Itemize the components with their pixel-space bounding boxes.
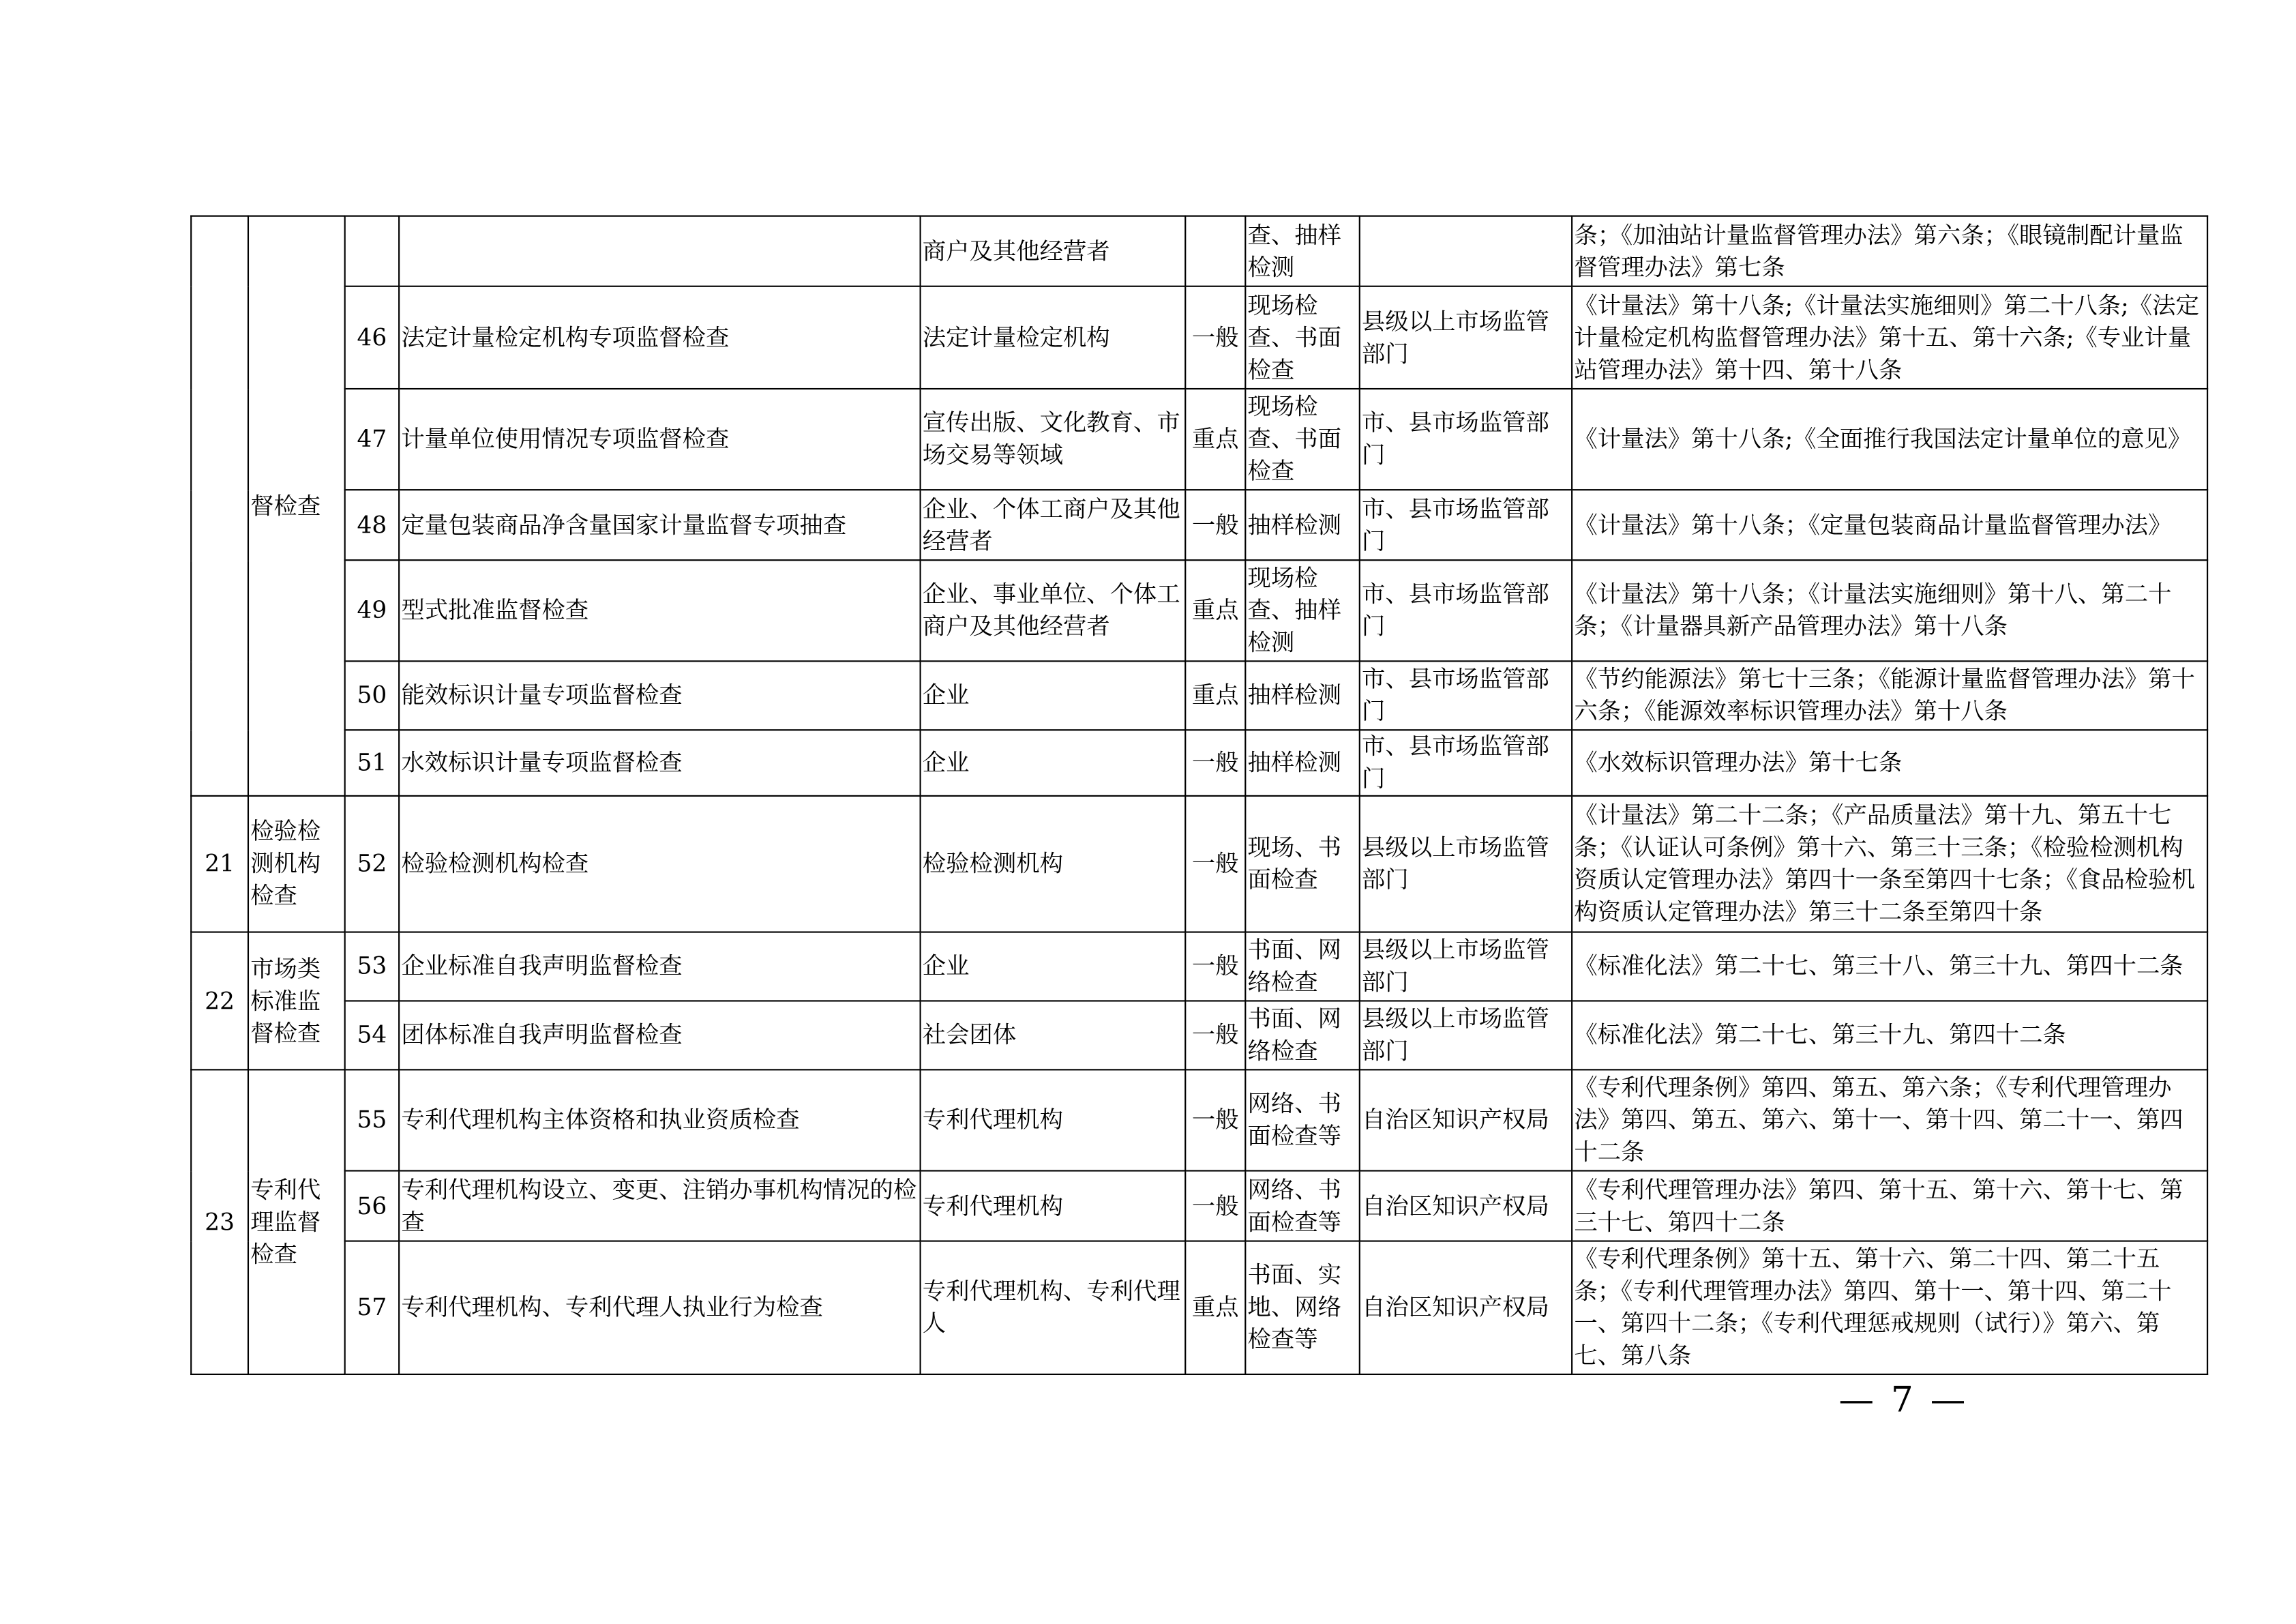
item-number-cell: 48: [345, 490, 399, 560]
item-name-cell: 专利代理机构、专利代理人执业行为检查: [399, 1241, 920, 1374]
item-number-cell: 51: [345, 730, 399, 796]
item-name-cell: 团体标准自我声明监督检查: [399, 1001, 920, 1069]
item-basis-cell: 《专利代理管理办法》第四、第十五、第十六、第十七、第三十七、第四十二条: [1572, 1171, 2207, 1241]
item-object-cell: 专利代理机构: [921, 1069, 1186, 1170]
item-name-cell: 检验检测机构检查: [399, 796, 920, 932]
item-dept-cell: 市、县市场监管部门: [1360, 560, 1572, 661]
item-level-cell: 一般: [1185, 1171, 1245, 1241]
item-object-cell: 检验检测机构: [921, 796, 1186, 932]
item-basis-cell: 《专利代理条例》第十五、第十六、第二十四、第二十五条；《专利代理管理办法》第四、第十一、第十四、第二十一、第四十二条；《专利代理惩戒规则（试行）》第六、第七、第八条: [1572, 1241, 2207, 1374]
item-object-cell: 法定计量检定机构: [921, 286, 1186, 389]
item-basis-cell: 《计量法》第十八条;《计量法实施细则》第二十八条;《法定计量检定机构监督管理办法》第十五、第十六条;《专业计量站管理办法》第十四、第十八条: [1572, 286, 2207, 389]
item-dept-cell: 市、县市场监管部门: [1360, 389, 1572, 490]
item-number-cell: 57: [345, 1241, 399, 1374]
item-method-cell: 抽样检测: [1245, 661, 1359, 730]
item-basis-cell: 《计量法》第十八条；《定量包装商品计量监督管理办法》: [1572, 490, 2207, 560]
item-object-cell: 企业: [921, 730, 1186, 796]
item-dept-cell: 县级以上市场监管部门: [1360, 796, 1572, 932]
item-number-cell: [345, 216, 399, 286]
item-name-cell: 型式批准监督检查: [399, 560, 920, 661]
item-basis-cell: 《标准化法》第二十七、第三十九、第四十二条: [1572, 1001, 2207, 1069]
item-number-cell: 50: [345, 661, 399, 730]
item-method-cell: 现场检查、书面检查: [1245, 286, 1359, 389]
table-row: [191, 1171, 2207, 1241]
item-level-cell: [1185, 216, 1245, 286]
item-dept-cell: [1360, 216, 1572, 286]
item-number-cell: 49: [345, 560, 399, 661]
item-name-cell: 能效标识计量专项监督检查: [399, 661, 920, 730]
item-name-cell: [399, 216, 920, 286]
item-name-cell: 计量单位使用情况专项监督检查: [399, 389, 920, 490]
item-level-cell: 一般: [1185, 796, 1245, 932]
table-row: [191, 796, 2207, 932]
item-level-cell: 一般: [1185, 490, 1245, 560]
item-dept-cell: 县级以上市场监管部门: [1360, 286, 1572, 389]
table-row: [191, 1241, 2207, 1374]
item-basis-cell: 《标准化法》第二十七、第三十八、第三十九、第四十二条: [1572, 932, 2207, 1001]
group-name-cell: 专利代理监督检查: [248, 1069, 345, 1374]
item-object-cell: 专利代理机构、专利代理人: [921, 1241, 1186, 1374]
item-dept-cell: 市、县市场监管部门: [1360, 730, 1572, 796]
item-level-cell: 一般: [1185, 286, 1245, 389]
item-level-cell: 一般: [1185, 1069, 1245, 1170]
item-method-cell: 抽样检测: [1245, 490, 1359, 560]
item-object-cell: 企业: [921, 661, 1186, 730]
item-name-cell: 专利代理机构设立、变更、注销办事机构情况的检查: [399, 1171, 920, 1241]
item-object-cell: 企业: [921, 932, 1186, 1001]
item-number-cell: 46: [345, 286, 399, 389]
item-object-cell: 社会团体: [921, 1001, 1186, 1069]
item-number-cell: 55: [345, 1069, 399, 1170]
item-dept-cell: 自治区知识产权局: [1360, 1069, 1572, 1170]
item-method-cell: 书面、实地、网络检查等: [1245, 1241, 1359, 1374]
table-row: [191, 216, 2207, 286]
item-name-cell: 定量包装商品净含量国家计量监督专项抽查: [399, 490, 920, 560]
item-method-cell: 网络、书面检查等: [1245, 1069, 1359, 1170]
item-basis-cell: 条；《加油站计量监督管理办法》第六条；《眼镜制配计量监督管理办法》第七条: [1572, 216, 2207, 286]
item-basis-cell: 《计量法》第十八条;《全面推行我国法定计量单位的意见》: [1572, 389, 2207, 490]
item-method-cell: 现场、书面检查: [1245, 796, 1359, 932]
item-method-cell: 抽样检测: [1245, 730, 1359, 796]
item-basis-cell: 《专利代理条例》第四、第五、第六条；《专利代理管理办法》第四、第五、第六、第十一、第十四、第二十一、第四十二条: [1572, 1069, 2207, 1170]
table-row: [191, 932, 2207, 1001]
item-level-cell: 重点: [1185, 560, 1245, 661]
table-row: [191, 1069, 2207, 1170]
item-basis-cell: 《水效标识管理办法》第十七条: [1572, 730, 2207, 796]
item-method-cell: 现场检查、抽样检测: [1245, 560, 1359, 661]
item-basis-cell: 《节约能源法》第七十三条；《能源计量监督管理办法》第十六条；《能源效率标识管理办法》第十八条: [1572, 661, 2207, 730]
item-dept-cell: 市、县市场监管部门: [1360, 661, 1572, 730]
item-number-cell: 54: [345, 1001, 399, 1069]
table-row: [191, 560, 2207, 661]
group-number-cell: 23: [191, 1069, 248, 1374]
item-name-cell: 水效标识计量专项监督检查: [399, 730, 920, 796]
table-row: [191, 661, 2207, 730]
item-dept-cell: 县级以上市场监管部门: [1360, 1001, 1572, 1069]
item-dept-cell: 市、县市场监管部门: [1360, 490, 1572, 560]
item-name-cell: 法定计量检定机构专项监督检查: [399, 286, 920, 389]
group-name-cell: 检验检测机构检查: [248, 796, 345, 932]
item-basis-cell: 《计量法》第二十二条；《产品质量法》第十九、第五十七条；《认证认可条例》第十六、第三十三条；《检验检测机构资质认定管理办法》第四十一条至第四十七条；《食品检验机构资质认定管理办法》第三十二条至第四十条: [1572, 796, 2207, 932]
group-name-cell: 督检查: [248, 216, 345, 796]
table-row: [191, 490, 2207, 560]
item-number-cell: 52: [345, 796, 399, 932]
item-level-cell: 一般: [1185, 730, 1245, 796]
item-level-cell: 一般: [1185, 932, 1245, 1001]
group-number-cell: 21: [191, 796, 248, 932]
item-number-cell: 47: [345, 389, 399, 490]
group-name-cell: 市场类标准监督检查: [248, 932, 345, 1070]
table-row: [191, 389, 2207, 490]
item-object-cell: 宣传出版、文化教育、市场交易等领域: [921, 389, 1186, 490]
inspection-table: [190, 216, 2208, 1375]
group-number-cell: [191, 216, 248, 796]
item-name-cell: 企业标准自我声明监督检查: [399, 932, 920, 1001]
item-level-cell: 重点: [1185, 1241, 1245, 1374]
item-basis-cell: 《计量法》第十八条；《计量法实施细则》第十八、第二十条；《计量器具新产品管理办法》第十八条: [1572, 560, 2207, 661]
item-level-cell: 重点: [1185, 661, 1245, 730]
item-method-cell: 查、抽样检测: [1245, 216, 1359, 286]
item-object-cell: 企业、事业单位、个体工商户及其他经营者: [921, 560, 1186, 661]
item-number-cell: 53: [345, 932, 399, 1001]
item-dept-cell: 自治区知识产权局: [1360, 1171, 1572, 1241]
item-name-cell: 专利代理机构主体资格和执业资质检查: [399, 1069, 920, 1170]
table-row: [191, 1001, 2207, 1069]
table-row: [191, 286, 2207, 389]
item-level-cell: 重点: [1185, 389, 1245, 490]
item-object-cell: 企业、个体工商户及其他经营者: [921, 490, 1186, 560]
page-number: — 7 —: [1838, 1379, 1969, 1421]
item-object-cell: 专利代理机构: [921, 1171, 1186, 1241]
group-number-cell: 22: [191, 932, 248, 1070]
item-dept-cell: 县级以上市场监管部门: [1360, 932, 1572, 1001]
item-method-cell: 书面、网络检查: [1245, 1001, 1359, 1069]
item-number-cell: 56: [345, 1171, 399, 1241]
item-dept-cell: 自治区知识产权局: [1360, 1241, 1572, 1374]
table-row: [191, 730, 2207, 796]
item-object-cell: 商户及其他经营者: [921, 216, 1186, 286]
item-level-cell: 一般: [1185, 1001, 1245, 1069]
item-method-cell: 书面、网络检查: [1245, 932, 1359, 1001]
item-method-cell: 网络、书面检查等: [1245, 1171, 1359, 1241]
item-method-cell: 现场检查、书面检查: [1245, 389, 1359, 490]
